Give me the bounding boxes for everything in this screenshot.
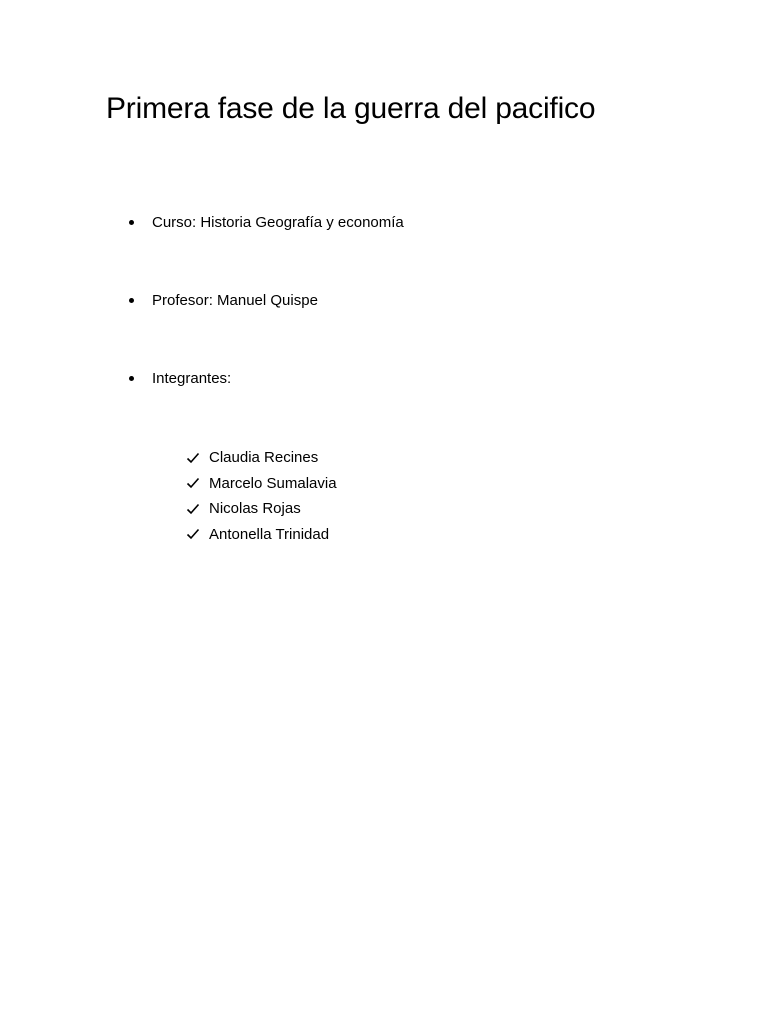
list-item [186, 496, 337, 522]
bullet-dot-icon [129, 298, 134, 303]
member-name: Marcelo Sumalavia [209, 474, 337, 492]
checkmark-icon [186, 527, 200, 541]
professor-text: Profesor: Manuel Quispe [152, 292, 318, 309]
member-name: Claudia Recines [209, 449, 319, 467]
checkmark-icon [186, 451, 200, 465]
members-heading-text: Integrantes: [152, 370, 232, 387]
bullet-dot-icon [129, 220, 134, 225]
list-item [186, 471, 337, 497]
course-text: Curso: Historia Geografía y economía [152, 214, 404, 231]
bullet-item-members [128, 370, 231, 387]
checkmark-icon [186, 502, 200, 516]
document-title: Primera fase de la guerra del pacifico [106, 92, 596, 125]
bullet-dot-icon [129, 376, 134, 381]
member-name: Nicolas Rojas [209, 500, 301, 518]
checkmark-icon [186, 476, 200, 490]
member-name: Antonella Trinidad [209, 525, 330, 543]
bullet-item-professor [128, 292, 318, 309]
bullet-item-course [128, 214, 404, 231]
members-list [186, 445, 337, 547]
list-item [186, 522, 337, 548]
list-item [186, 445, 337, 471]
